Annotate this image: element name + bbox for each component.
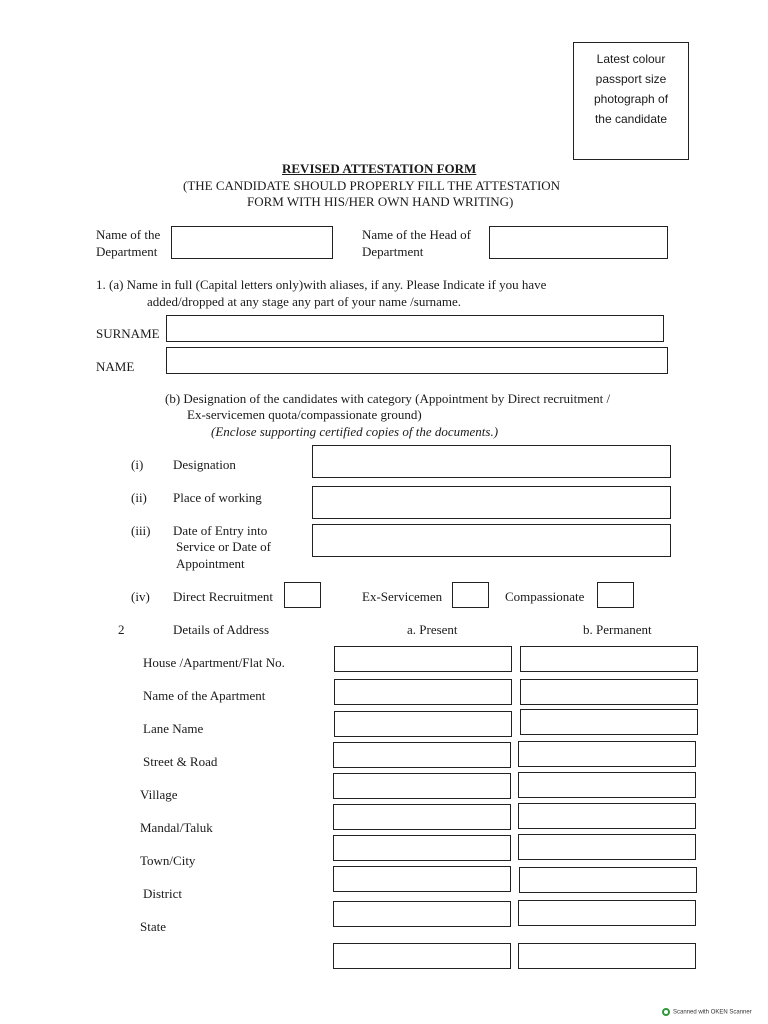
present-address-field[interactable] [334, 711, 512, 737]
date-of-entry-label-2: Service or Date of [176, 539, 271, 554]
direct-recruitment-checkbox[interactable] [284, 582, 321, 608]
present-address-field[interactable] [333, 866, 511, 892]
form-subtitle-line1: (THE CANDIDATE SHOULD PROPERLY FILL THE ATTESTATION [183, 178, 561, 193]
name-field[interactable] [166, 347, 668, 374]
permanent-address-field[interactable] [520, 709, 698, 735]
permanent-address-field[interactable] [520, 646, 698, 672]
photo-text-line1: Latest colour [596, 52, 666, 66]
address-row-label: Town/City [140, 853, 196, 868]
designation-field[interactable] [312, 445, 671, 478]
address-row-label: State [140, 919, 166, 934]
present-address-field[interactable] [334, 679, 512, 705]
present-address-field[interactable] [334, 646, 512, 672]
present-address-field[interactable] [333, 742, 511, 768]
form-title: REVISED ATTESTATION FORM [282, 161, 477, 176]
designation-label: Designation [173, 457, 236, 472]
section1-b-line1: (b) Designation of the candidates with category (Appointment by Direct recruitment / [165, 391, 611, 406]
department-name-label-2: Department [96, 244, 158, 259]
permanent-address-heading: b. Permanent [583, 622, 652, 637]
scanner-watermark [662, 1008, 752, 1016]
surname-label: SURNAME [96, 326, 160, 341]
section1-a-line1: 1. (a) Name in full (Capital letters only)with aliases, if any. Please Indicate if you have [96, 277, 547, 292]
permanent-address-field[interactable] [519, 867, 697, 893]
photo-text-line2: passport size [595, 72, 667, 86]
permanent-address-field[interactable] [518, 943, 696, 969]
scanner-watermark-text: Scanned with OKEN Scanner [673, 1009, 752, 1016]
address-row-label: Street & Road [143, 754, 218, 769]
permanent-address-field[interactable] [518, 900, 696, 926]
photo-placeholder-box[interactable] [573, 42, 689, 160]
address-row-label: District [143, 886, 182, 901]
date-of-entry-label-3: Appointment [176, 556, 245, 571]
section1-b-note: (Enclose supporting certified copies of the documents.) [211, 424, 499, 439]
head-of-department-field[interactable] [489, 226, 668, 259]
photo-text-line4: the candidate [594, 112, 668, 126]
name-label: NAME [96, 359, 135, 374]
permanent-address-field[interactable] [518, 772, 696, 798]
present-address-field[interactable] [333, 943, 511, 969]
place-of-working-label: Place of working [173, 490, 262, 505]
address-row-label: Lane Name [143, 721, 204, 736]
address-row-label: House /Apartment/Flat No. [143, 655, 285, 670]
ex-servicemen-label: Ex-Servicemen [362, 589, 443, 604]
head-of-department-label-1: Name of the Head of [362, 227, 472, 242]
address-details-label: Details of Address [173, 622, 270, 637]
permanent-address-field[interactable] [518, 803, 696, 829]
item-iv-number: (iv) [131, 589, 150, 604]
date-of-entry-field[interactable] [312, 524, 671, 557]
compassionate-label: Compassionate [505, 589, 585, 604]
form-subtitle-line2: FORM WITH HIS/HER OWN HAND WRITING) [247, 194, 514, 209]
scanner-logo-icon [662, 1008, 670, 1016]
address-row-label: Name of the Apartment [143, 688, 266, 703]
item-ii-number: (ii) [131, 490, 147, 505]
ex-servicemen-checkbox[interactable] [452, 582, 489, 608]
permanent-address-field[interactable] [520, 679, 698, 705]
surname-field[interactable] [166, 315, 664, 342]
present-address-field[interactable] [333, 804, 511, 830]
address-row-label: Mandal/Taluk [140, 820, 213, 835]
present-address-field[interactable] [333, 835, 511, 861]
section1-a-line2: added/dropped at any stage any part of your name /surname. [147, 294, 462, 309]
photo-text-line3: photograph of [593, 92, 669, 106]
present-address-heading: a. Present [407, 622, 458, 637]
head-of-department-label-2: Department [362, 244, 424, 259]
permanent-address-field[interactable] [518, 741, 696, 767]
item-iii-number: (iii) [131, 523, 151, 538]
department-name-field[interactable] [171, 226, 333, 259]
direct-recruitment-label: Direct Recruitment [173, 589, 273, 604]
section1-b-line2: Ex-servicemen quota/compassionate ground) [187, 407, 422, 422]
present-address-field[interactable] [333, 773, 511, 799]
permanent-address-field[interactable] [518, 834, 696, 860]
section2-number: 2 [118, 622, 125, 637]
present-address-field[interactable] [333, 901, 511, 927]
date-of-entry-label-1: Date of Entry into [173, 523, 268, 538]
item-i-number: (i) [131, 457, 144, 472]
place-of-working-field[interactable] [312, 486, 671, 519]
address-row-label: Village [140, 787, 178, 802]
department-name-label-1: Name of the [96, 227, 161, 242]
compassionate-checkbox[interactable] [597, 582, 634, 608]
